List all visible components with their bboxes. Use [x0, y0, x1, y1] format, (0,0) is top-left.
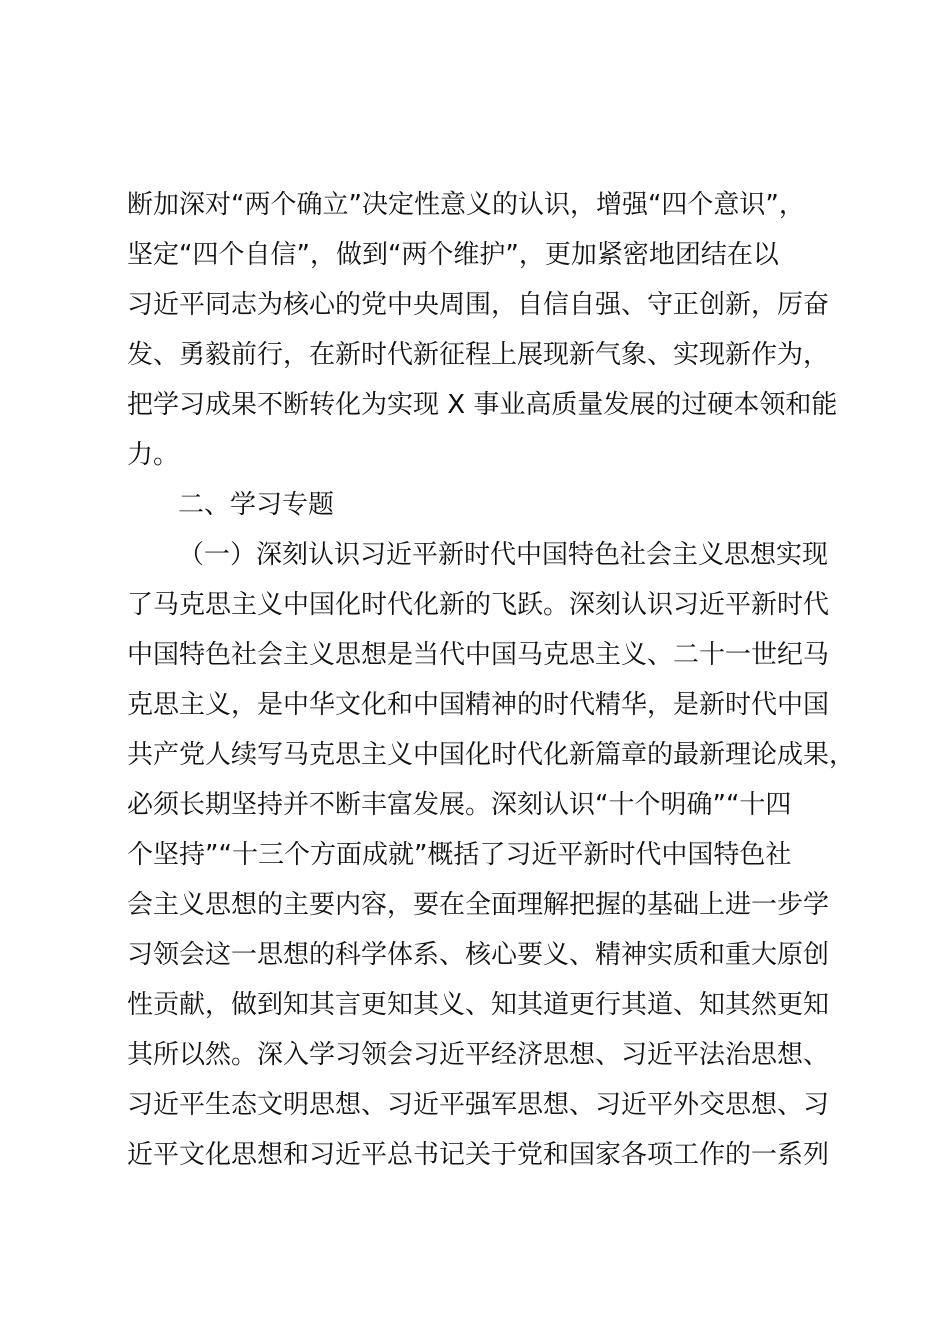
- body-text-line: 习近平生态文明思想、习近平强军思想、习近平外交思想、习: [127, 1090, 830, 1120]
- body-text-line: 把学习成果不断转化为实现 X 事业高质量发展的过硬本领和能: [127, 390, 838, 420]
- subsection-heading-line: （一）深刻认识习近平新时代中国特色社会主义思想实现: [178, 540, 829, 570]
- body-text-line: 近平文化思想和习近平总书记关于党和国家各项工作的一系列: [127, 1140, 830, 1170]
- body-text-line: 坚定“四个自信”，做到“两个维护”，更加紧密地团结在以: [127, 240, 779, 270]
- body-text-line: 力。: [127, 440, 180, 470]
- section-heading: 二、学习专题: [178, 490, 335, 520]
- body-text-line: 必须长期坚持并不断丰富发展。深刻认识“十个明确”“十四: [127, 790, 792, 820]
- body-text-line: 中国特色社会主义思想是当代中国马克思主义、二十一世纪马: [127, 640, 830, 670]
- body-text-line: 断加深对“两个确立”决定性意义的认识，增强“四个意识”，: [127, 190, 805, 220]
- body-text-line: 克思主义，是中华文化和中国精神的时代精华，是新时代中国: [127, 690, 830, 720]
- body-text-line: 其所以然。深入学习领会习近平经济思想、习近平法治思想、: [127, 1040, 830, 1070]
- body-text-line: 发、勇毅前行，在新时代新征程上展现新气象、实现新作为，: [127, 340, 830, 370]
- body-text-line: 个坚持”“十三个方面成就”概括了习近平新时代中国特色社: [127, 840, 792, 870]
- body-text-line: 习领会这一思想的科学体系、核心要义、精神实质和重大原创: [127, 940, 830, 970]
- body-text-line: 习近平同志为核心的党中央周围，自信自强、守正创新，厉奋: [127, 290, 830, 320]
- body-text-line: 了马克思主义中国化时代化新的飞跃。深刻认识习近平新时代: [127, 590, 830, 620]
- body-text-line: 性贡献，做到知其言更知其义、知其道更行其道、知其然更知: [127, 990, 830, 1020]
- body-text-line: 会主义思想的主要内容，要在全面理解把握的基础上进一步学: [127, 890, 830, 920]
- body-text-line: 共产党人续写马克思主义中国化时代化新篇章的最新理论成果，: [127, 740, 856, 770]
